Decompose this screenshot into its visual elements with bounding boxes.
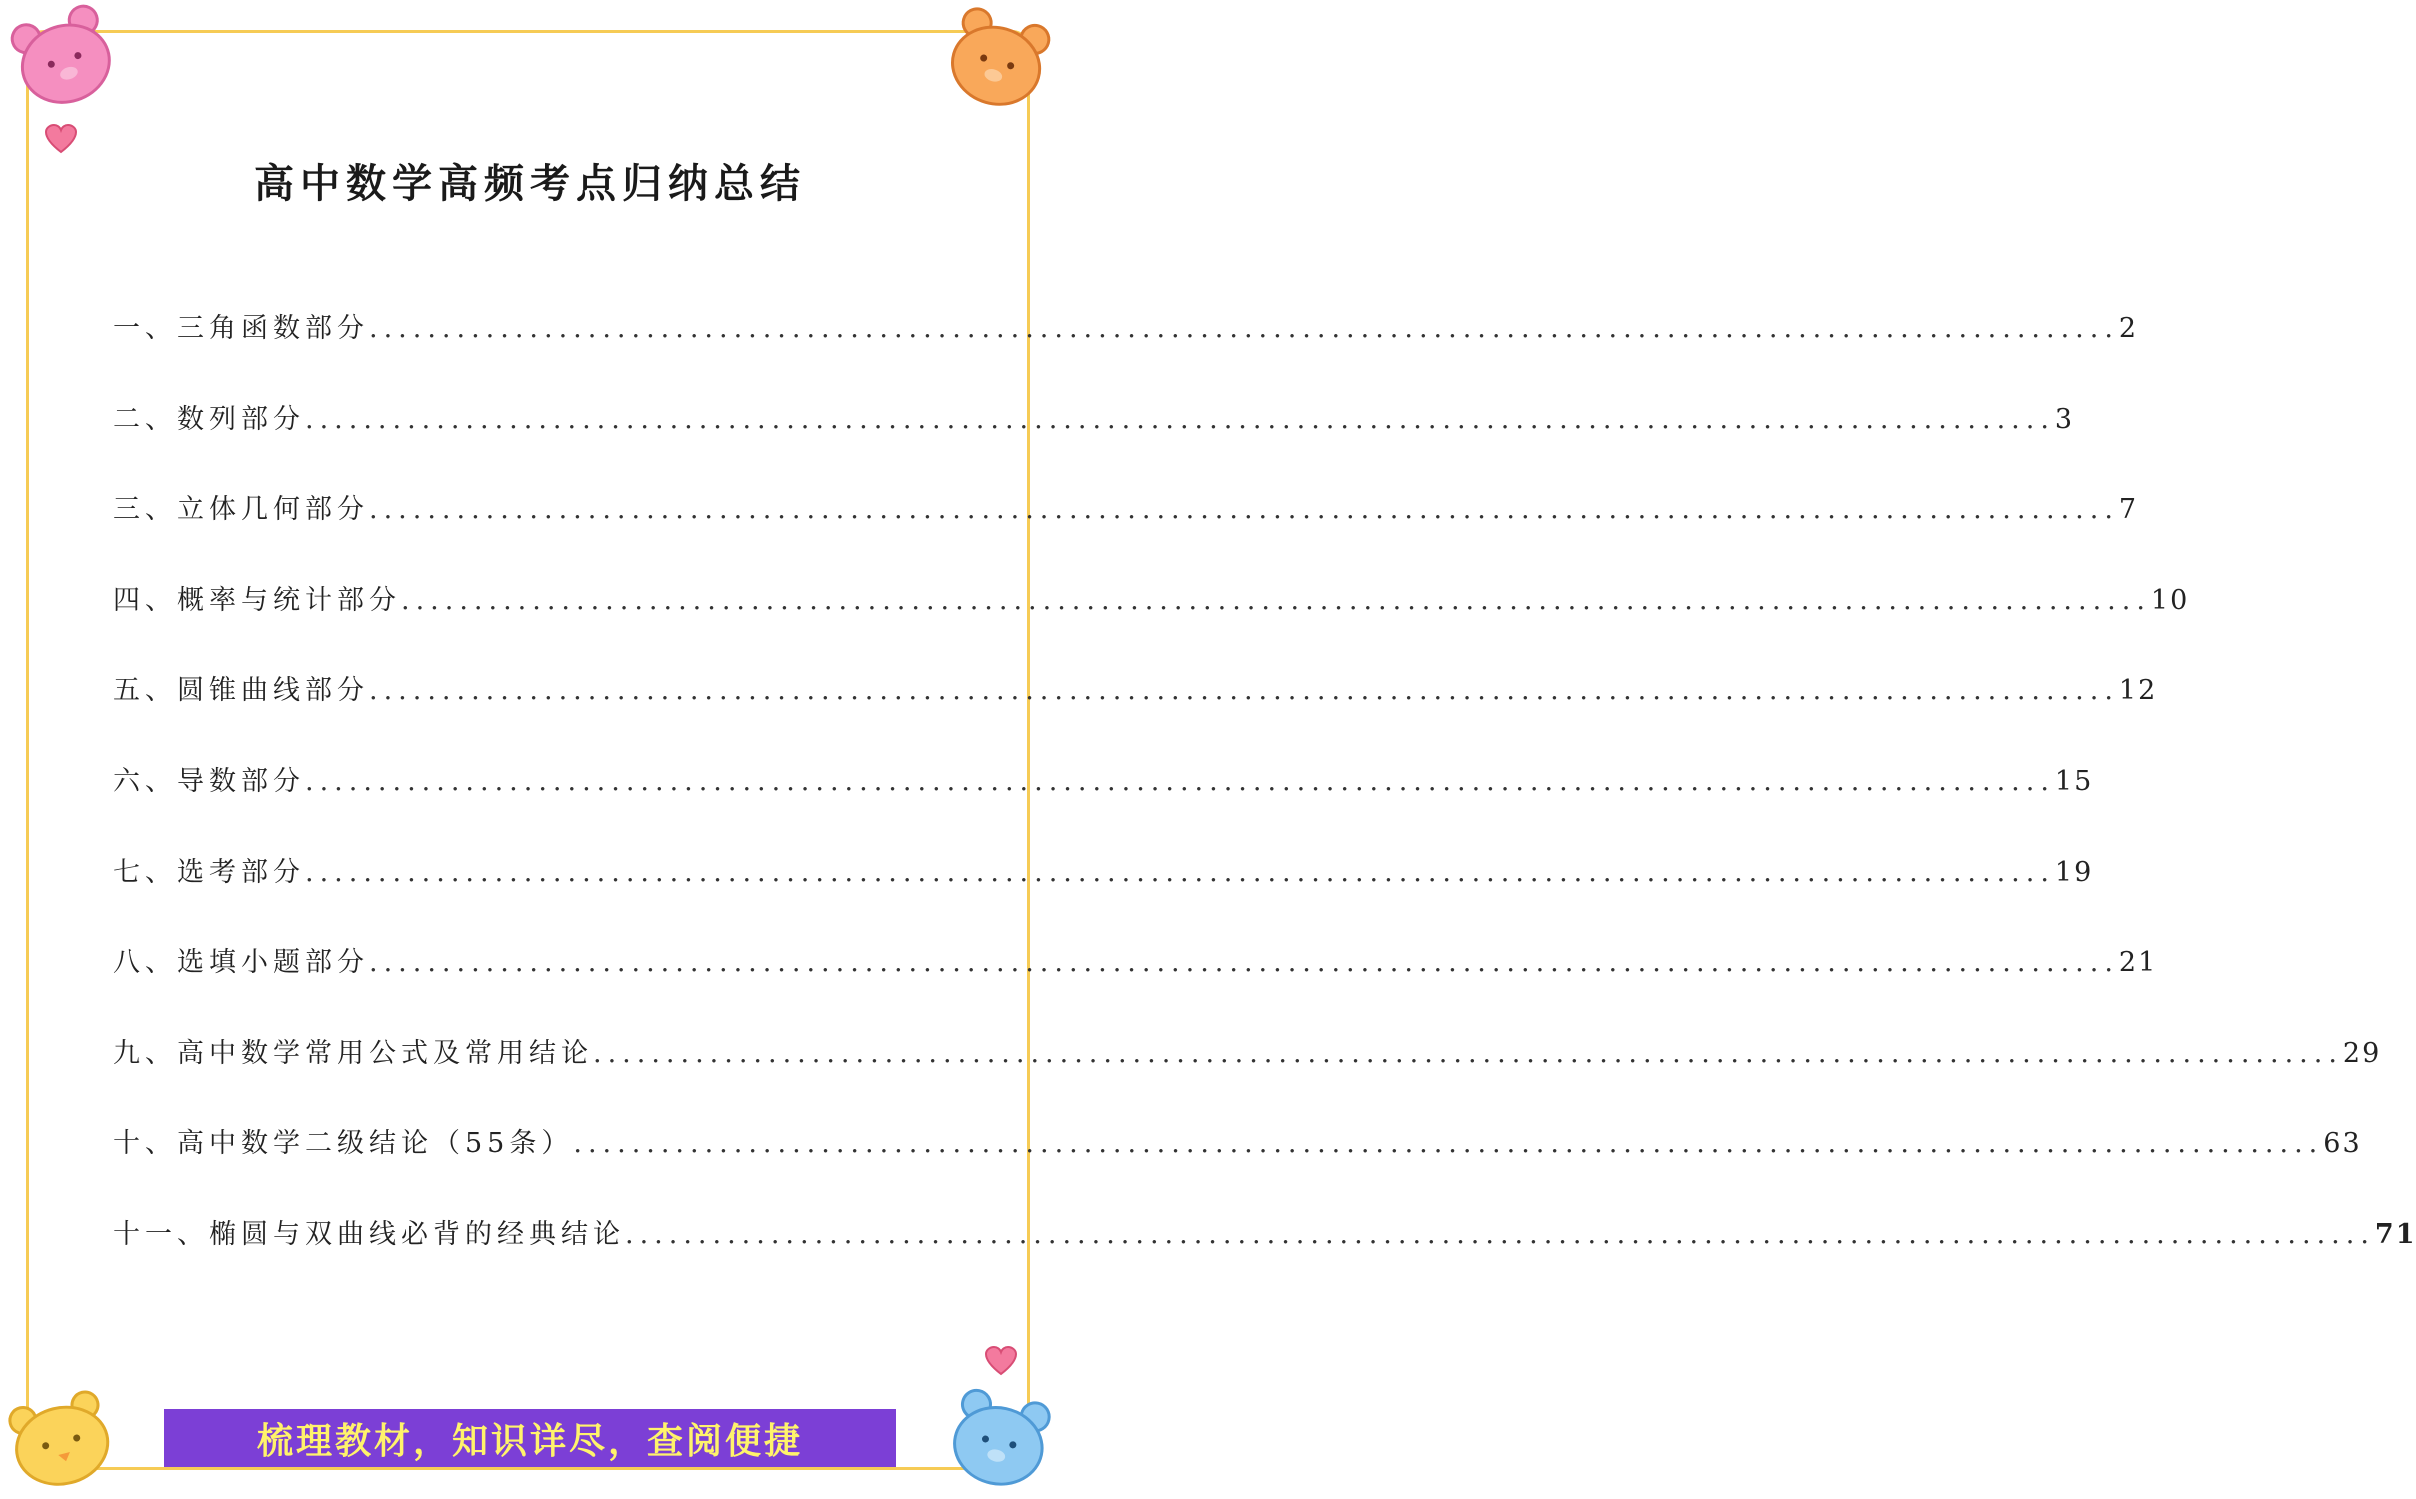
toc-leader-dots: ........................................................................................................................ xyxy=(369,675,2119,707)
toc-leader-dots: ........................................................................................................................ xyxy=(369,947,2119,979)
toc-entry-page: 12 xyxy=(2118,675,2158,707)
toc-entry-label: 四、概率与统计部分 xyxy=(113,584,401,616)
toc-entry-label: 二、数列部分 xyxy=(113,403,305,435)
toc-entry-label: 十、高中数学二级结论（55条） xyxy=(113,1128,574,1160)
toc-entry-page: 7 xyxy=(2118,494,2139,526)
toc-entry-page: 63 xyxy=(2323,1128,2362,1160)
toc-entry-label: 十一、椭圆与双曲线必背的经典结论 xyxy=(113,1218,625,1250)
yellow-chick-icon xyxy=(4,1384,116,1490)
toc-leader-dots: ........................................................................................................................ xyxy=(593,1037,2343,1069)
table-of-contents xyxy=(113,306,2416,1303)
toc-leader-dots: ........................................................................................................................ xyxy=(401,584,2151,616)
toc-entry[interactable] xyxy=(113,1212,2416,1303)
toc-entry[interactable] xyxy=(113,306,2139,397)
toc-entry-label: 八、选填小题部分 xyxy=(113,947,369,979)
toc-entry-label: 五、圆锥曲线部分 xyxy=(113,675,369,707)
slogan-text: 梳理教材，知识详尽，查阅便捷 xyxy=(256,1420,803,1462)
toc-entry[interactable] xyxy=(113,578,2190,669)
toc-entry-page: 10 xyxy=(2150,584,2190,616)
toc-entry-page: 29 xyxy=(2342,1037,2382,1069)
toc-entry-page: 2 xyxy=(2118,313,2139,344)
toc-entry-label: 三、立体几何部分 xyxy=(113,494,369,526)
pink-bear-icon xyxy=(8,4,120,112)
toc-leader-dots: ........................................................................................................................ xyxy=(305,765,2055,797)
toc-entry[interactable] xyxy=(113,668,2158,759)
heart-icon xyxy=(44,124,78,154)
heart-icon xyxy=(984,1346,1018,1376)
toc-entry[interactable] xyxy=(113,397,2075,488)
blue-bear-icon xyxy=(944,1384,1056,1492)
toc-entry[interactable] xyxy=(113,487,2139,578)
toc-leader-dots: ........................................................................................................................ xyxy=(369,494,2119,526)
toc-entry-label: 一、三角函数部分 xyxy=(113,313,369,344)
slogan-banner xyxy=(164,1409,896,1467)
toc-entry[interactable] xyxy=(113,759,2094,850)
toc-entry[interactable] xyxy=(113,850,2094,941)
toc-entry-label: 六、导数部分 xyxy=(113,765,305,797)
toc-leader-dots: ........................................................................................................................ xyxy=(573,1128,2324,1160)
toc-entry-page: 19 xyxy=(2054,856,2094,888)
page-title: 高中数学高频考点归纳总结 xyxy=(254,160,806,207)
toc-entry[interactable] xyxy=(113,1121,2362,1212)
toc-entry-page: 15 xyxy=(2054,765,2094,797)
toc-entry[interactable] xyxy=(113,940,2158,1031)
orange-bear-icon xyxy=(944,6,1052,112)
toc-leader-dots: ........................................................................................................................ xyxy=(369,313,2119,344)
toc-entry-page: 3 xyxy=(2054,403,2075,435)
toc-entry[interactable] xyxy=(113,1031,2382,1122)
toc-leader-dots: ........................................................................................................................ xyxy=(305,856,2055,888)
toc-entry-label: 七、选考部分 xyxy=(113,856,305,888)
toc-leader-dots: ........................................................................................................................ xyxy=(305,403,2055,435)
toc-entry-page: 71 xyxy=(2374,1218,2416,1250)
toc-leader-dots: ........................................................................................................................ xyxy=(625,1218,2375,1250)
toc-entry-label: 九、高中数学常用公式及常用结论 xyxy=(113,1037,593,1069)
toc-entry-page: 21 xyxy=(2118,947,2158,979)
